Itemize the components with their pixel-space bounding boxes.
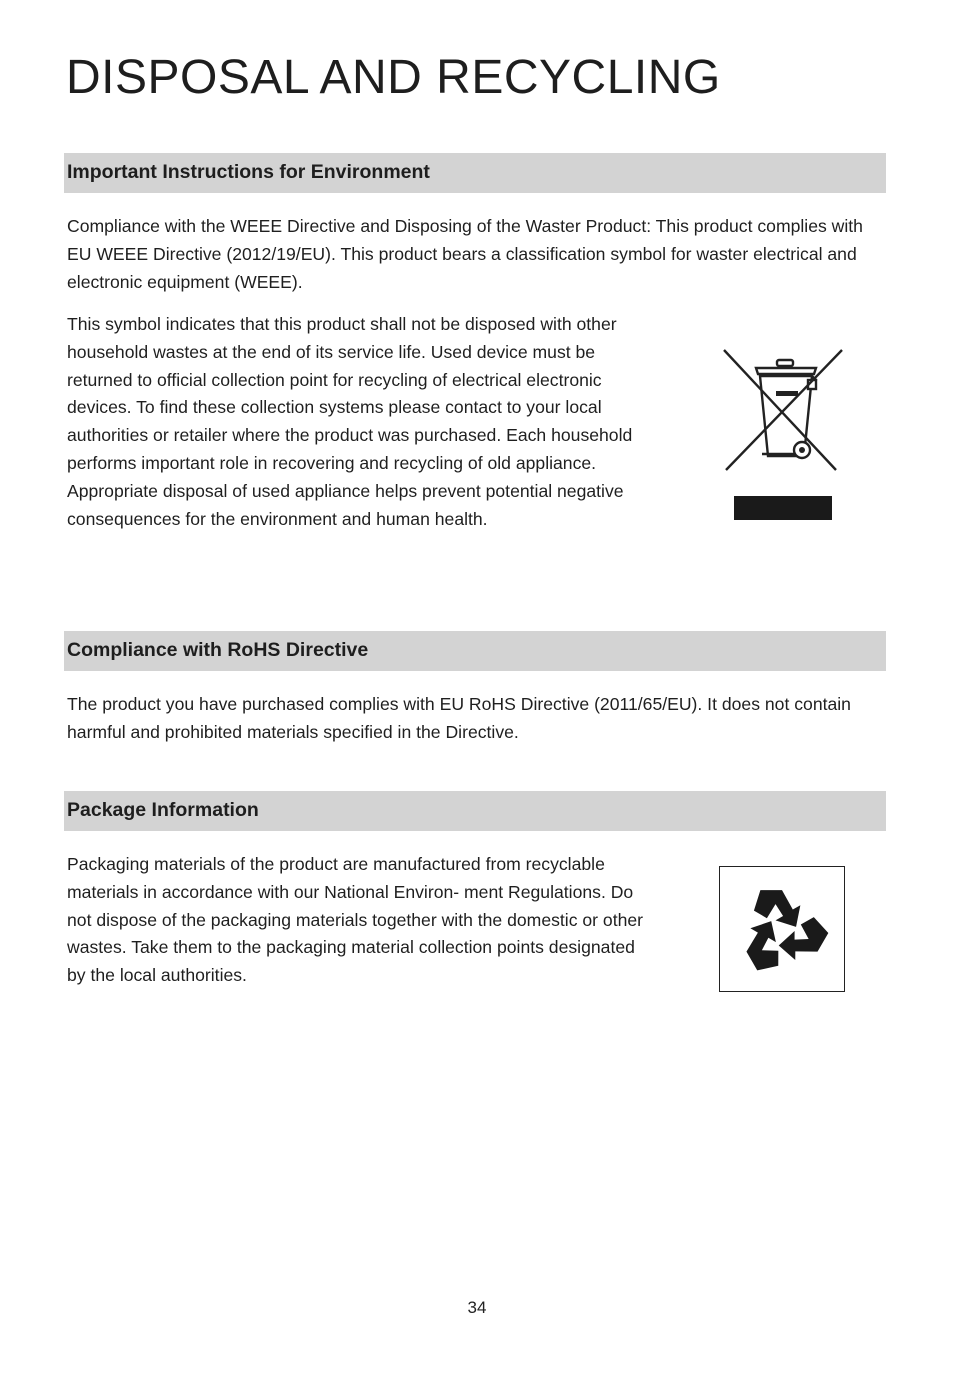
section-header-environment — [64, 153, 886, 193]
weee-disposal-paragraph: This symbol indicates that this product shall not be disposed with other household wastes at the end of its service life. Used device must be returned to official collection point for recycling of electrical electronic devices. To find these collection systems please contact to your local authorities or retailer where the product was purchased. Each household performs important role in recovering and recycling of old appliance. Appropriate disposal of used appliance helps prevent potential negative consequences for the environment and human health. — [67, 314, 633, 529]
package-paragraph: Packaging materials of the product are manufactured from recyclable materials in accordance with our National Environ- ment Regulations. Do not dispose of the packaging materials together with the domestic or other wastes. Take them to the packaging material collection points designated by the local authorities. — [67, 854, 644, 986]
section-header-rohs — [64, 631, 886, 671]
section-heading: Compliance with RoHS Directive — [67, 639, 369, 661]
page-title: DISPOSAL AND RECYCLING — [66, 51, 721, 104]
recycling-symbol-icon — [719, 866, 845, 992]
page-number: 34 — [467, 1298, 487, 1317]
crossed-out-wheelie-bin-icon — [722, 346, 846, 524]
weee-compliance-paragraph: Compliance with the WEEE Directive and Disposing of the Waster Product: This product complies with EU WEEE Directive (2012/19/EU). This product bears a classification symbol for waster electrical and electronic equipment (WEEE). — [67, 216, 863, 292]
section-heading: Package Information — [67, 799, 259, 821]
section-heading: Important Instructions for Environment — [67, 161, 430, 183]
rohs-paragraph: The product you have purchased complies with EU RoHS Directive (2011/65/EU). It does not contain harmful and prohibited materials specified in the Directive. — [67, 694, 851, 742]
section-header-package — [64, 791, 886, 831]
